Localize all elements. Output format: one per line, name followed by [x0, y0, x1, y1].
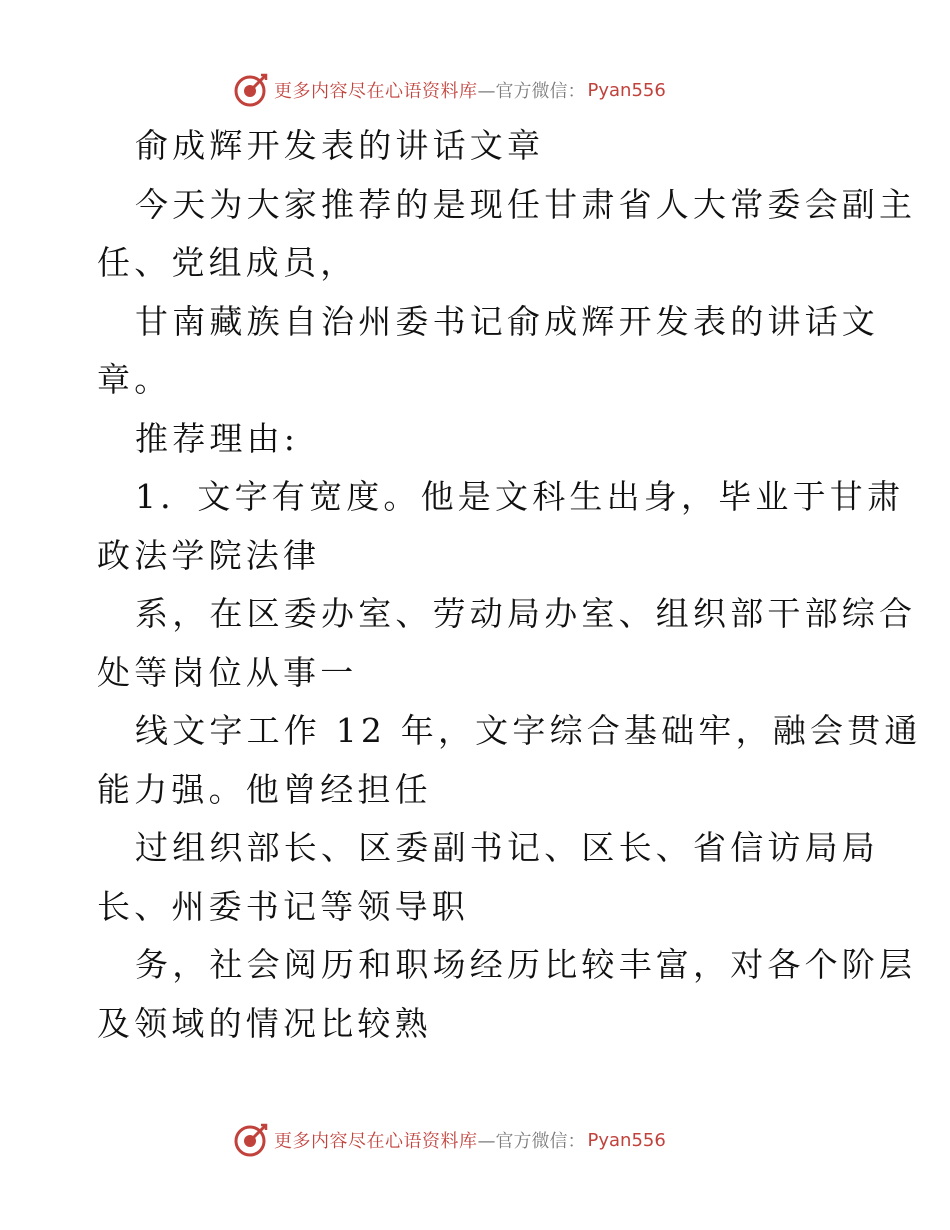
- section-heading: 推荐理由:: [135, 418, 300, 458]
- paragraph-line: 能力强。他曾经担任: [97, 769, 432, 809]
- document-title: 俞成辉开发表的讲话文章: [135, 126, 545, 165]
- paragraph-line: 务，社会阅历和职场经历比较丰富，对各个阶层: [135, 945, 917, 984]
- paragraph-line: 章。: [97, 360, 172, 399]
- paragraph-line: 处等岗位从事一: [97, 652, 358, 692]
- banner-wechat-id: Pyan556: [587, 1129, 666, 1151]
- paragraph-line: 系，在区委办室、劳动局办室、组织部干部综合: [135, 594, 917, 633]
- paragraph-line: 过组织部长、区委副书记、区长、省信访局局: [135, 828, 879, 867]
- logo-icon: [232, 1122, 268, 1158]
- banner-wechat-label: —官方微信：: [477, 1131, 586, 1152]
- paragraph-line: 1．文字有宽度。他是文科生出身，毕业于甘肃: [135, 477, 905, 516]
- banner-title: 更多内容尽在心语资料库: [274, 1131, 478, 1152]
- paragraph-line: 长、州委书记等领导职: [97, 886, 469, 926]
- paragraph-line: 任、党组成员，: [97, 243, 358, 282]
- paragraph-line: 政法学院法律: [97, 535, 321, 575]
- paragraph-line: 今天为大家推荐的是现任甘肃省人大常委会副主: [135, 184, 917, 224]
- paragraph-line: 甘南藏族自治州委书记俞成辉开发表的讲话文: [135, 301, 879, 341]
- logo-icon: [232, 72, 268, 108]
- banner-title: 更多内容尽在心语资料库: [274, 81, 478, 102]
- paragraph-line: 及领域的情况比较熟: [97, 1003, 432, 1043]
- paragraph-line: 线文字工作 12 年，文字综合基础牢，融会贯通: [135, 711, 922, 750]
- banner-wechat-label: —官方微信：: [477, 81, 586, 102]
- document-body: [97, 117, 922, 1053]
- footer-banner: [232, 1120, 712, 1160]
- header-banner: [232, 70, 712, 110]
- banner-wechat-id: Pyan556: [587, 79, 666, 101]
